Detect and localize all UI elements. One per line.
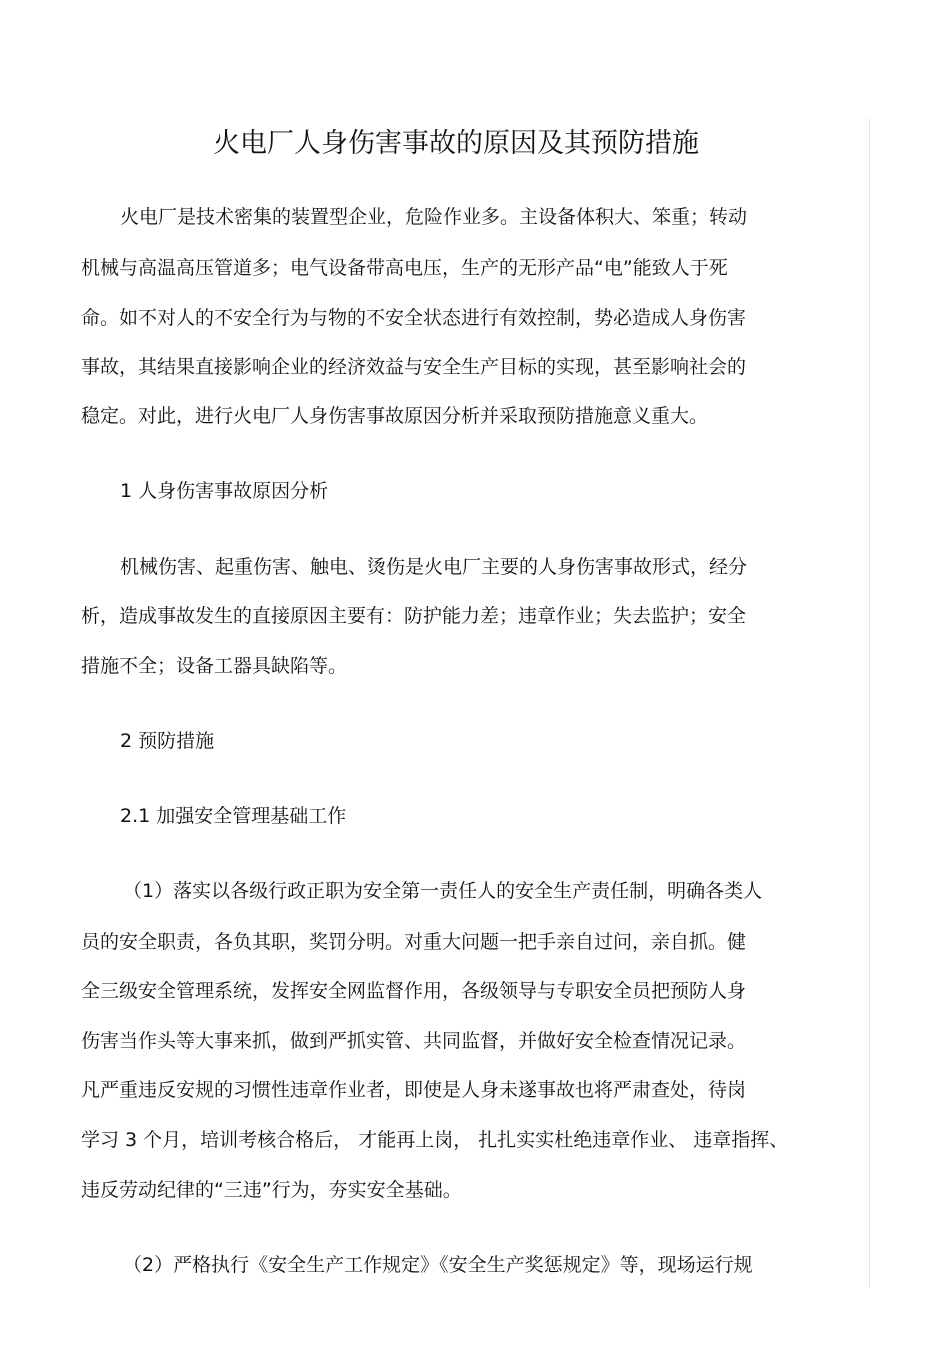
item1-line: 学习 3 个月，培训考核合格后， 才能再上岗， 扎扎实实杜绝违章作业、 违章指挥、 <box>81 1129 789 1151</box>
section1-line: 析，造成事故发生的直接原因主要有：防护能力差；违章作业；失去监护；安全 <box>81 605 747 627</box>
intro-line: 火电厂是技术密集的装置型企业，危险作业多。主设备体积大、笨重；转动 <box>120 206 748 228</box>
item2-line: （2）严格执行《安全生产工作规定》《安全生产奖惩规定》等，现场运行规 <box>123 1254 753 1276</box>
item1-line: 全三级安全管理系统，发挥安全网监督作用，各级领导与专职安全员把预防人身 <box>81 980 747 1002</box>
item1-line: 伤害当作头等大事来抓，做到严抓实管、共同监督，并做好安全检查情况记录。 <box>81 1030 747 1052</box>
intro-line: 命。如不对人的不安全行为与物的不安全状态进行有效控制，势必造成人身伤害 <box>81 307 747 329</box>
subsection-heading: 2.1 加强安全管理基础工作 <box>120 805 347 827</box>
item1-line: （1）落实以各级行政正职为安全第一责任人的安全生产责任制，明确各类人 <box>123 880 763 902</box>
item1-line: 凡严重违反安规的习惯性违章作业者，即使是人身未遂事故也将严肃查处，待岗 <box>81 1079 747 1101</box>
section-heading: 2 预防措施 <box>120 730 215 752</box>
document-title: 火电厂人身伤害事故的原因及其预防措施 <box>213 128 699 159</box>
intro-line: 机械与高温高压管道多；电气设备带高电压，生产的无形产品“电”能致人于死 <box>81 257 728 279</box>
section1-line: 机械伤害、起重伤害、触电、烫伤是火电厂主要的人身伤害事故形式，经分 <box>120 556 748 578</box>
page-edge-divider <box>869 118 870 1288</box>
item1-line: 违反劳动纪律的“三违”行为，夯实安全基础。 <box>81 1179 462 1201</box>
item1-line: 员的安全职责，各负其职，奖罚分明。对重大问题一把手亲自过问，亲自抓。健 <box>81 931 747 953</box>
intro-line: 事故，其结果直接影响企业的经济效益与安全生产目标的实现，甚至影响社会的 <box>81 356 747 378</box>
section-heading: 1 人身伤害事故原因分析 <box>120 480 329 502</box>
section1-line: 措施不全；设备工器具缺陷等。 <box>81 655 348 677</box>
intro-line: 稳定。对此，进行火电厂人身伤害事故原因分析并采取预防措施意义重大。 <box>81 405 709 427</box>
